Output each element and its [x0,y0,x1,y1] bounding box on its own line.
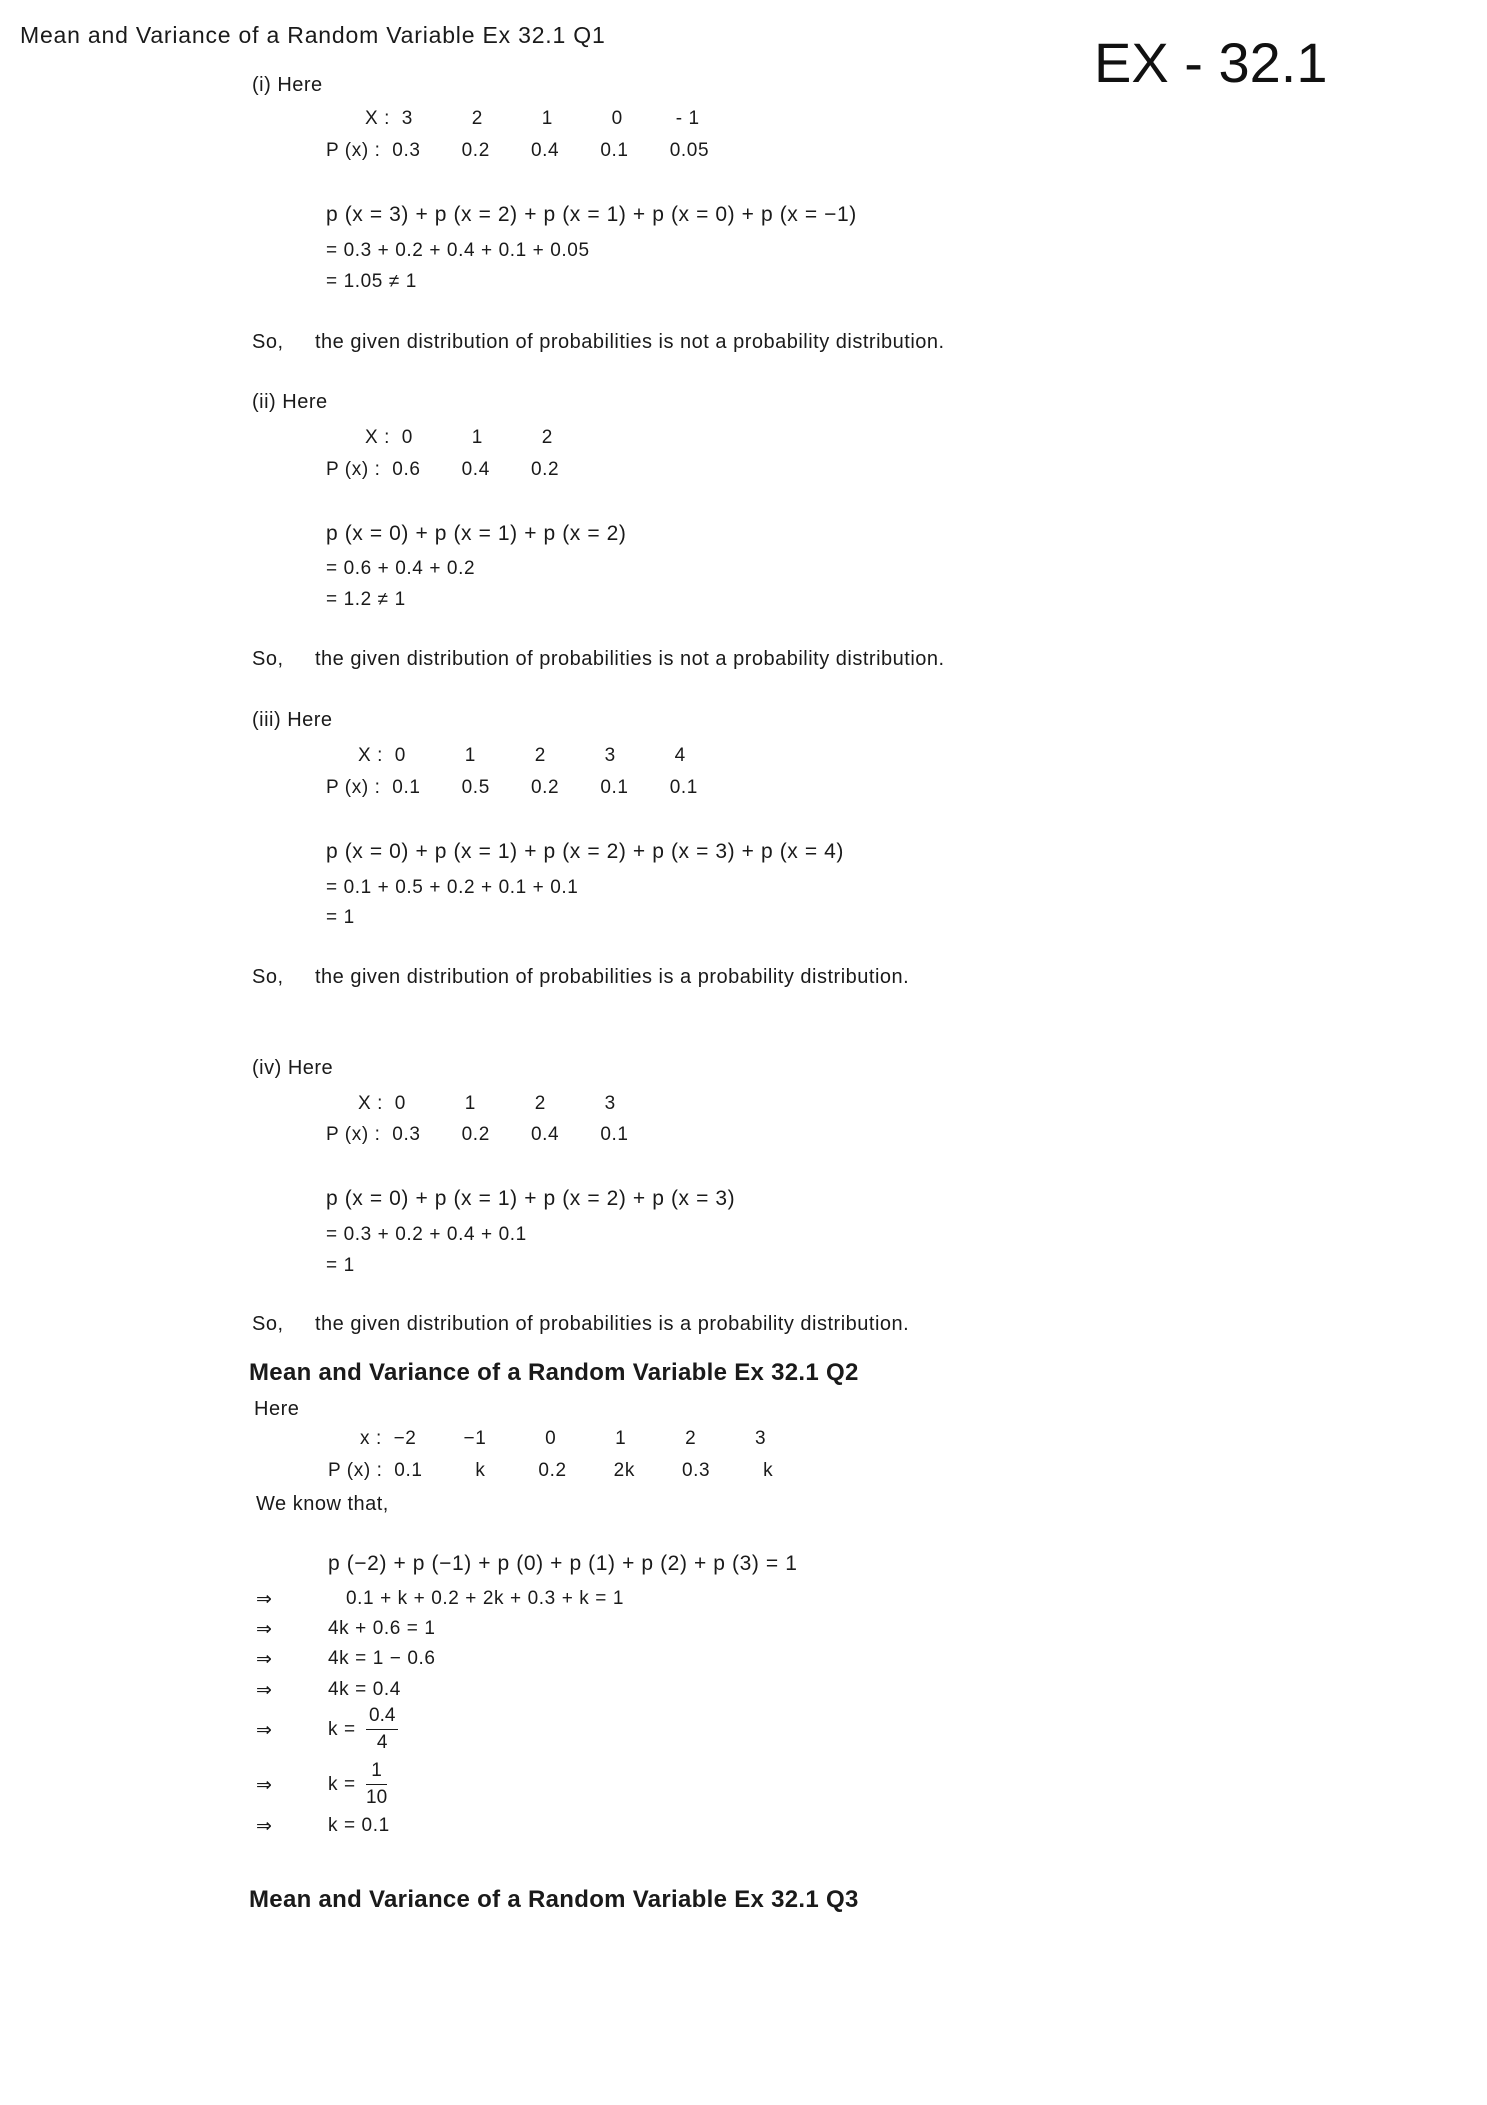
part-i-sum-result: = 1.05 ≠ 1 [326,271,417,292]
q2-x-row: x : −2 −1 0 1 2 3 [360,1428,767,1449]
part-iii-p-row: P (x) : 0.1 0.5 0.2 0.1 0.1 [326,777,698,798]
implies-icon: ⇒ [256,1775,273,1796]
part-i-label: (i) Here [252,74,323,96]
part-ii-conclusion: the given distribution of probabilities is not a probability distribution. [315,648,945,670]
part-iii-sum-expression: p (x = 0) + p (x = 1) + p (x = 2) + p (x = 3) + p (x = 4) [326,840,844,863]
q2-frac2-lhs: k = [328,1774,356,1795]
part-ii-label: (ii) Here [252,391,328,413]
q2-p-row: P (x) : 0.1 k 0.2 2k 0.3 k [328,1460,774,1481]
part-i-conclusion: the given distribution of probabilities is not a probability distribution. [315,331,945,353]
part-ii-x-row: X : 0 1 2 [365,427,553,448]
implies-icon: ⇒ [256,1816,273,1837]
part-iii-conclusion: the given distribution of probabilities is a probability distribution. [315,966,910,988]
q2-fraction-2 [366,1758,387,1811]
part-i-so: So, [252,331,284,353]
q2-step-3: 4k = 1 − 0.6 [328,1648,436,1669]
part-iii-sum-values: = 0.1 + 0.5 + 0.2 + 0.1 + 0.1 [326,877,579,898]
part-ii-p-row: P (x) : 0.6 0.4 0.2 [326,459,560,480]
q2-here: Here [254,1398,300,1420]
part-iv-sum-values: = 0.3 + 0.2 + 0.4 + 0.1 [326,1224,527,1245]
implies-icon: ⇒ [256,1720,273,1741]
part-ii-sum-expression: p (x = 0) + p (x = 1) + p (x = 2) [326,522,627,545]
part-i-sum-values: = 0.3 + 0.2 + 0.4 + 0.1 + 0.05 [326,240,590,261]
q2-step-4: 4k = 0.4 [328,1679,401,1700]
part-iv-so: So, [252,1313,284,1335]
exercise-tag: EX - 32.1 [1094,31,1328,94]
q2-step-1: 0.1 + k + 0.2 + 2k + 0.3 + k = 1 [346,1588,624,1609]
q2-frac1-lhs: k = [328,1719,356,1740]
part-iv-sum-result: = 1 [326,1255,355,1276]
part-iii-label: (iii) Here [252,709,333,731]
part-ii-sum-result: = 1.2 ≠ 1 [326,589,406,610]
q2-step-2: 4k + 0.6 = 1 [328,1618,436,1639]
q2-fraction-1 [366,1703,398,1756]
part-iv-label: (iv) Here [252,1057,334,1079]
part-iv-conclusion: the given distribution of probabilities is a probability distribution. [315,1313,910,1335]
part-iv-p-row: P (x) : 0.3 0.2 0.4 0.1 [326,1124,629,1145]
implies-icon: ⇒ [256,1619,273,1640]
part-iii-so: So, [252,966,284,988]
q2-we-know: We know that, [256,1493,389,1515]
q2-frac2-denominator: 10 [366,1787,388,1808]
implies-icon: ⇒ [256,1649,273,1670]
page-title: Mean and Variance of a Random Variable Ex 32.1 Q1 [20,22,606,48]
implies-icon: ⇒ [256,1680,273,1701]
part-ii-so: So, [252,648,284,670]
q2-title: Mean and Variance of a Random Variable Ex 32.1 Q2 [249,1359,859,1386]
implies-icon: ⇒ [256,1589,273,1610]
part-i-x-row: X : 3 2 1 0 - 1 [365,108,700,129]
part-iii-x-row: X : 0 1 2 3 4 [358,745,686,766]
part-i-p-row: P (x) : 0.3 0.2 0.4 0.1 0.05 [326,140,710,161]
part-ii-sum-values: = 0.6 + 0.4 + 0.2 [326,558,476,579]
part-i-sum-expression: p (x = 3) + p (x = 2) + p (x = 1) + p (x = 0) + p (x = −1) [326,203,857,226]
part-iv-sum-expression: p (x = 0) + p (x = 1) + p (x = 2) + p (x = 3) [326,1187,736,1210]
q2-frac1-denominator: 4 [376,1732,388,1753]
q2-frac2-numerator: 1 [366,1758,387,1785]
part-iv-x-row: X : 0 1 2 3 [358,1093,616,1114]
q3-title: Mean and Variance of a Random Variable Ex 32.1 Q3 [249,1886,859,1913]
q2-final: k = 0.1 [328,1815,390,1836]
q2-frac1-numerator: 0.4 [366,1703,398,1730]
part-iii-sum-result: = 1 [326,907,355,928]
q2-sum-equation: p (−2) + p (−1) + p (0) + p (1) + p (2) + p (3) = 1 [328,1552,798,1575]
